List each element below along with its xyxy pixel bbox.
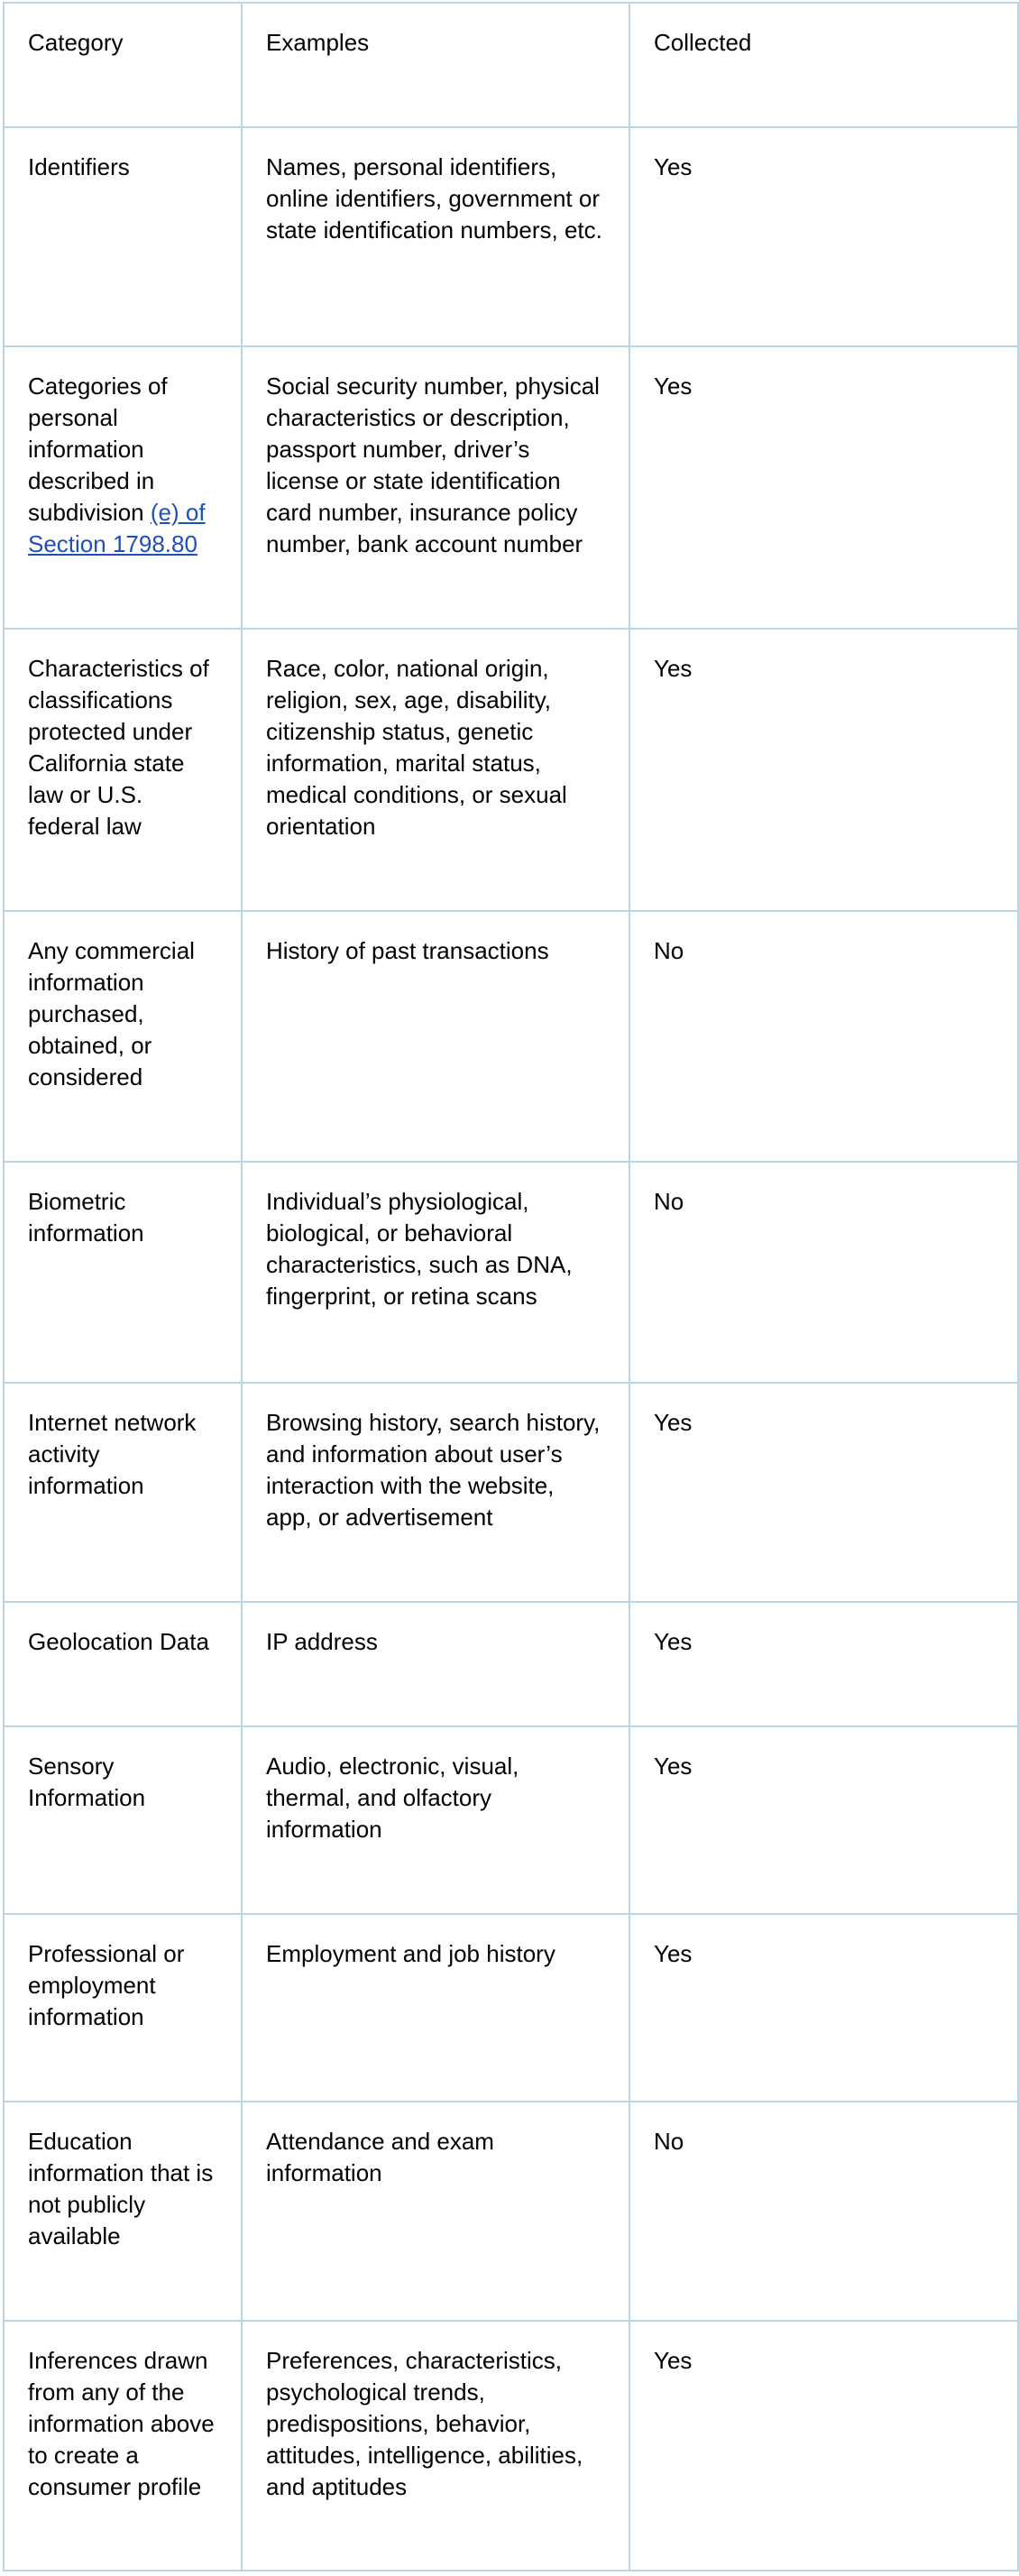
category-cell: Identifiers [4,127,242,346]
table-row [4,629,1018,911]
table-row [4,127,1018,346]
examples-cell: Social security number, physical characteristics or description, passport number, driver’s license or state identification card number, insurance policy number, bank account number [242,346,629,629]
header-examples: Examples [242,3,629,127]
examples-cell: Preferences, characteristics, psychological trends, predispositions, behavior, attitudes, intelligence, abilities, and aptitudes [242,2321,629,2571]
category-cell: Any commercial information purchased, obtained, or considered [4,911,242,1162]
examples-cell: Names, personal identifiers, online identifiers, government or state identification numbers, etc. [242,127,629,346]
collected-cell: Yes [629,629,1018,911]
examples-cell: Individual’s physiological, biological, or behavioral characteristics, such as DNA, fingerprint, or retina scans [242,1162,629,1383]
header-category: Category [4,3,242,127]
header-row [4,3,1018,127]
examples-cell: Employment and job history [242,1914,629,2102]
collected-cell: No [629,2102,1018,2321]
category-cell: Internet network activity information [4,1383,242,1602]
table-row [4,1162,1018,1383]
data-collection-table [3,2,1019,2571]
category-cell [4,346,242,629]
table-row [4,346,1018,629]
category-text: Categories of personal information described in subdivision [28,373,168,526]
table-row [4,2321,1018,2571]
table-row [4,1914,1018,2102]
collected-cell: Yes [629,2321,1018,2571]
category-cell: Inferences drawn from any of the information above to create a consumer profile [4,2321,242,2571]
collected-cell: No [629,911,1018,1162]
table-row [4,1383,1018,1602]
category-cell: Biometric information [4,1162,242,1383]
examples-cell: IP address [242,1602,629,1726]
category-cell: Professional or employment information [4,1914,242,2102]
examples-cell: Race, color, national origin, religion, sex, age, disability, citizenship status, genetic information, marital status, medical conditions, or sexual orientation [242,629,629,911]
examples-cell: Browsing history, search history, and information about user’s interaction with the website, app, or advertisement [242,1383,629,1602]
collected-cell: Yes [629,127,1018,346]
category-cell: Sensory Information [4,1726,242,1914]
collected-cell: Yes [629,346,1018,629]
header-collected: Collected [629,3,1018,127]
collected-cell: No [629,1162,1018,1383]
table-row [4,1602,1018,1726]
category-cell: Education information that is not publicly available [4,2102,242,2321]
table-row [4,1726,1018,1914]
table-row [4,911,1018,1162]
data-collection-table-wrapper [3,2,1019,2571]
category-cell: Characteristics of classifications protected under California state law or U.S. federal law [4,629,242,911]
category-cell: Geolocation Data [4,1602,242,1726]
section-1798-80-link[interactable]: (e) of Section 1798.80 [28,499,206,557]
collected-cell: Yes [629,1602,1018,1726]
table-row [4,2102,1018,2321]
collected-cell: Yes [629,1383,1018,1602]
collected-cell: Yes [629,1726,1018,1914]
examples-cell: Attendance and exam information [242,2102,629,2321]
examples-cell: History of past transactions [242,911,629,1162]
collected-cell: Yes [629,1914,1018,2102]
examples-cell: Audio, electronic, visual, thermal, and olfactory information [242,1726,629,1914]
